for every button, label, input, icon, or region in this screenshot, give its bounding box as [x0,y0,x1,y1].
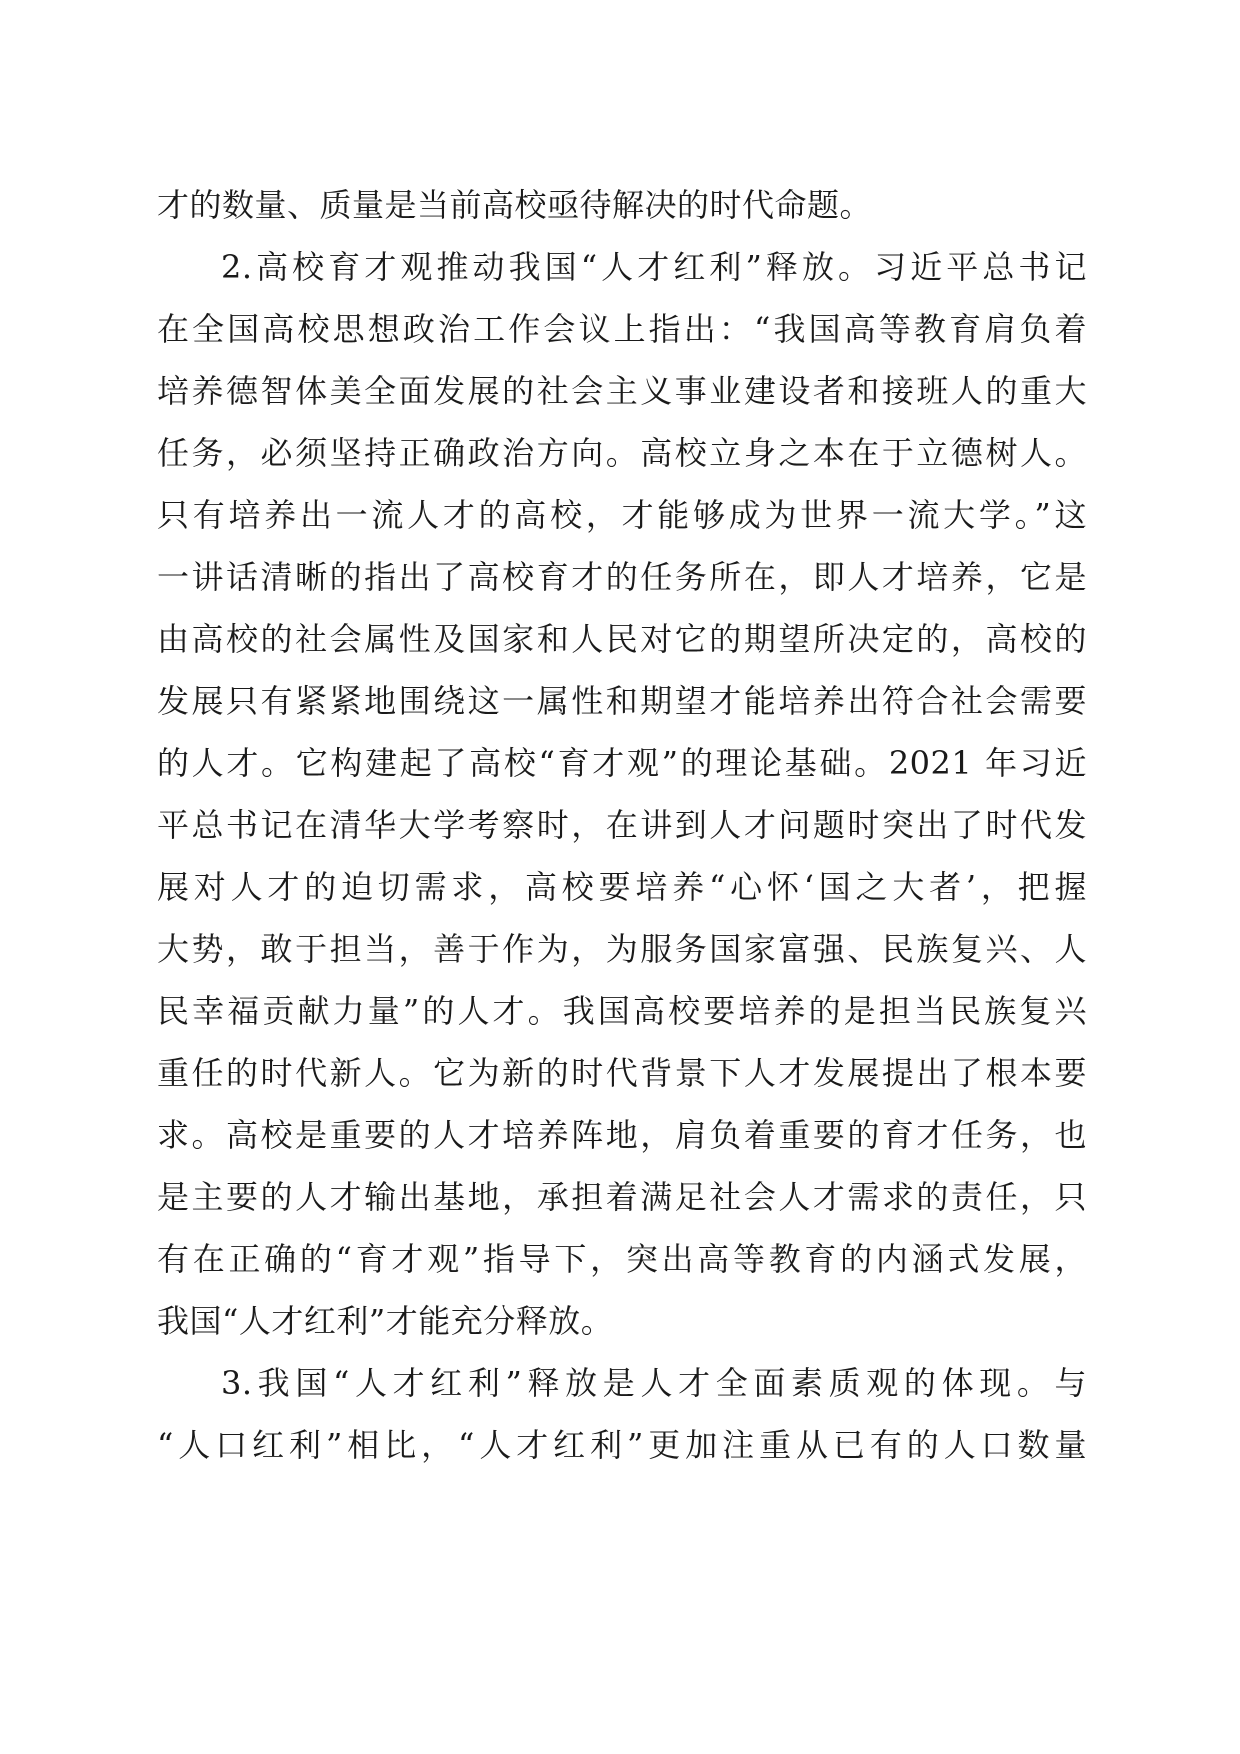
text-line: 平总书记在清华大学考察时，在讲到人才问题时突出了时代发 [157,806,1087,844]
text-line: 培养德智体美全面发展的社会主义事业建设者和接班人的重大 [157,372,1087,410]
text-line: 一讲话清晰的指出了高校育才的任务所在，即人才培养，它是 [157,558,1087,596]
text-line: 2.高校育才观推动我国“人才红利”释放。习近平总书记 [221,248,1087,286]
text-line: 在全国高校思想政治工作会议上指出：“我国高等教育肩负着 [157,310,1087,348]
text-line: 才的数量、质量是当前高校亟待解决的时代命题。 [157,186,873,224]
text-line: 求。高校是重要的人才培养阵地，肩负着重要的育才任务，也 [157,1116,1087,1154]
text-line: 3.我国“人才红利”释放是人才全面素质观的体现。与 [221,1364,1087,1402]
text-line: 由高校的社会属性及国家和人民对它的期望所决定的，高校的 [157,620,1087,658]
text-line: 展对人才的迫切需求，高校要培养“心怀‘国之大者’，把握 [157,868,1087,906]
text-line: 民幸福贡献力量”的人才。我国高校要培养的是担当民族复兴 [157,992,1087,1030]
text-line: 只有培养出一流人才的高校，才能够成为世界一流大学。”这 [157,496,1087,534]
text-line: “人口红利”相比，“人才红利”更加注重从已有的人口数量 [157,1426,1087,1464]
text-line: 有在正确的“育才观”指导下，突出高等教育的内涵式发展， [157,1240,1087,1278]
text-line: 大势，敢于担当，善于作为，为服务国家富强、民族复兴、人 [157,930,1087,968]
text-line: 发展只有紧紧地围绕这一属性和期望才能培养出符合社会需要 [157,682,1087,720]
text-line: 是主要的人才输出基地，承担着满足社会人才需求的责任，只 [157,1178,1087,1216]
text-line: 的人才。它构建起了高校“育才观”的理论基础。2021 年习近 [157,744,1087,782]
text-line: 我国“人才红利”才能充分释放。 [157,1302,614,1340]
body-text [157,174,1087,1476]
text-line: 重任的时代新人。它为新的时代背景下人才发展提出了根本要 [157,1054,1087,1092]
text-line: 任务，必须坚持正确政治方向。高校立身之本在于立德树人。 [157,434,1087,472]
